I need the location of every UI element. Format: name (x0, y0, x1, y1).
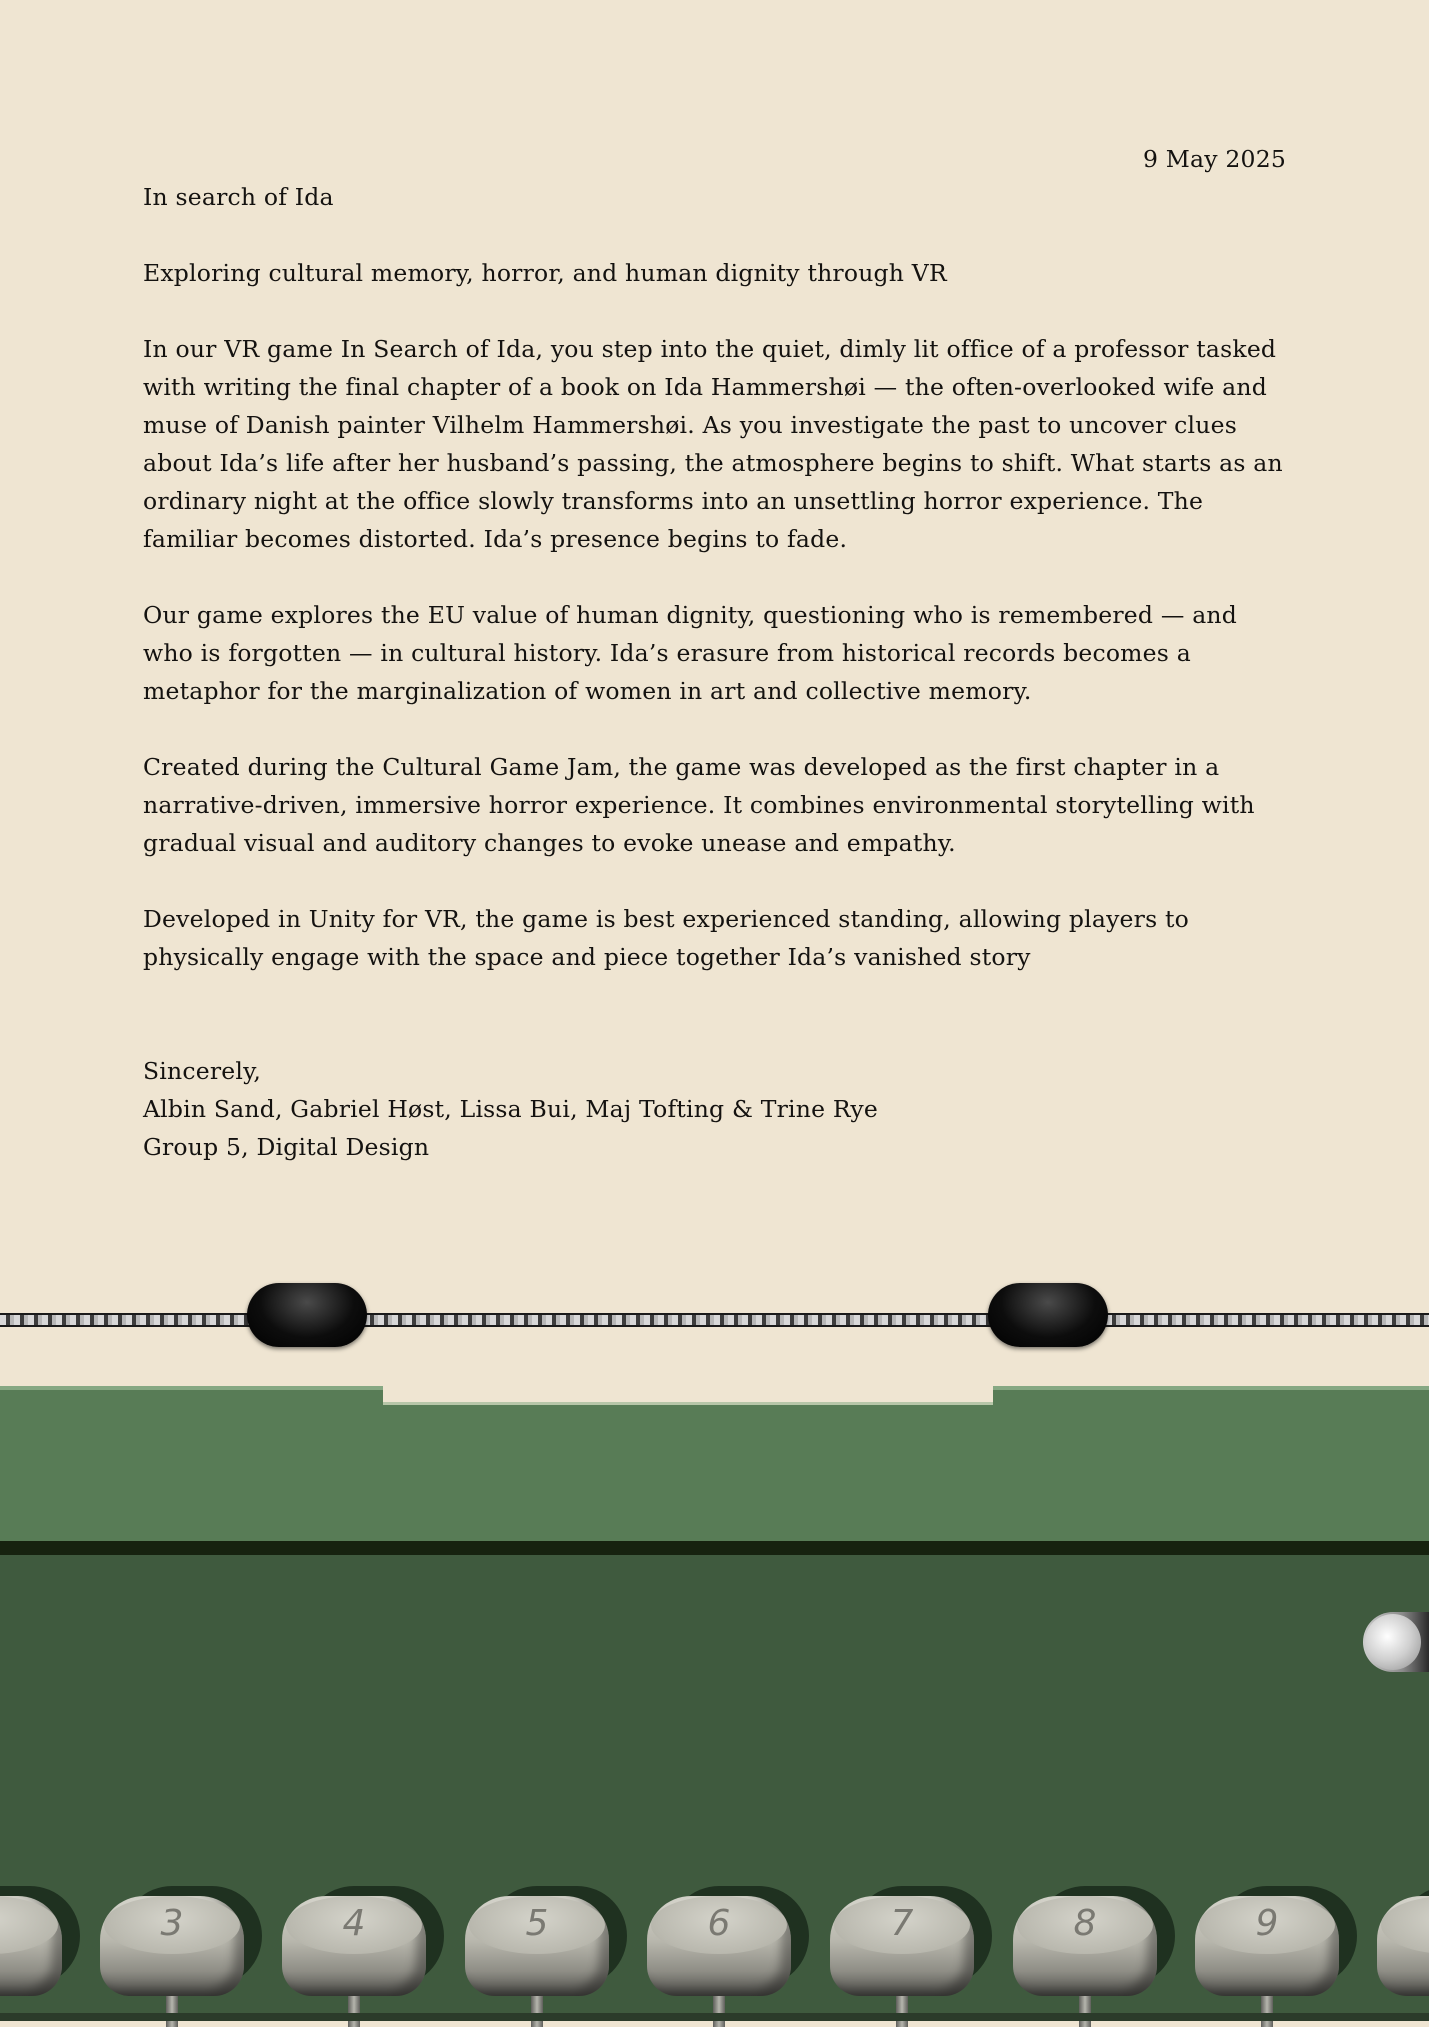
key-label: 8 (1073, 1903, 1097, 1944)
typewriter-key[interactable] (1377, 1886, 1429, 1996)
typewriter-key-9[interactable] (1195, 1886, 1339, 1996)
typewriter-key[interactable] (0, 1886, 62, 1996)
typewriter-divider (0, 1541, 1429, 1555)
typewriter-key-6[interactable] (647, 1886, 791, 1996)
bail-roller-right (988, 1283, 1108, 1347)
key-label: 4 (342, 1903, 366, 1944)
key-label: 7 (890, 1903, 914, 1944)
letter-date: 9 May 2025 (1142, 145, 1286, 173)
letter-paragraph: Our game explores the EU value of human dignity, questioning who is remembered — and who is forgotten — in cultural history. Ida’s erasure from historical records becomes a metaphor for the marginalization of women in art and collective memory. (143, 601, 1237, 705)
letter-text (143, 140, 1286, 1166)
key-row (0, 1880, 1429, 2021)
bail-roller-left (247, 1283, 367, 1347)
paper-bail-rod (0, 1313, 1429, 1327)
group-name: Group 5, Digital Design (143, 1133, 430, 1161)
letter-tagline: Exploring cultural memory, horror, and human dignity through VR (143, 259, 947, 287)
letter-paragraph: Created during the Cultural Game Jam, the game was developed as the first chapter in a narrative-driven, immersive horror experience. It combines environmental storytelling with gradual visual and auditory changes to evoke unease and empathy. (143, 753, 1255, 857)
typewriter-key-7[interactable] (830, 1886, 974, 1996)
typewriter-key-8[interactable] (1013, 1886, 1157, 1996)
typewriter-key-4[interactable] (282, 1886, 426, 1996)
key-label: 3 (160, 1903, 184, 1944)
letter-subject: In search of Ida (143, 183, 334, 211)
closing: Sincerely, (143, 1057, 262, 1085)
key-label: 9 (1255, 1903, 1279, 1944)
carriage-knob[interactable] (1363, 1612, 1429, 1672)
letter-paragraph: In our VR game In Search of Ida, you step into the quiet, dimly lit office of a professor tasked with writing the final chapter of a book on Ida Hammershøi — the often-overlooked wife and muse of Danish painter Vilhelm Hammershøi. As you investigate the past to uncover clues about Ida’s life after her husband’s passing, the atmosphere begins to shift. What starts as an ordinary night at the office slowly transforms into an unsettling horror experience. The familiar becomes distorted. Ida’s presence begins to fade. (143, 335, 1283, 553)
key-label: 5 (525, 1903, 549, 1944)
signature-block (143, 1052, 1286, 1166)
letter-paragraph: Developed in Unity for VR, the game is best experienced standing, allowing players to physically engage with the space and piece together Ida’s vanished story (143, 905, 1190, 971)
typewriter-paper-table (0, 1386, 1429, 1545)
typewriter-key-3[interactable] (100, 1886, 244, 1996)
authors: Albin Sand, Gabriel Høst, Lissa Bui, Maj Tofting & Trine Rye (143, 1095, 878, 1123)
key-label: 6 (707, 1903, 731, 1944)
keyboard-base (0, 2013, 1429, 2021)
paper-guide-notch (383, 1380, 993, 1405)
typewriter-key-5[interactable] (465, 1886, 609, 1996)
